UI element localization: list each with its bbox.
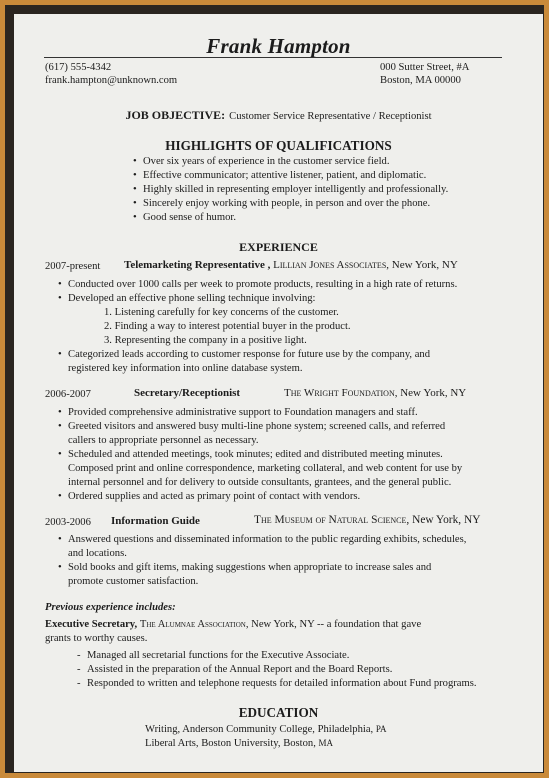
job1-bullets-after — [68, 348, 430, 362]
job1-continuation: registered key information into online database system. — [68, 363, 303, 374]
job3-org-line — [254, 514, 480, 526]
list-item: • Good sense of humor. — [143, 211, 448, 225]
education-line-2: Liberal Arts, Boston University, Boston, MA — [145, 738, 334, 749]
job1-org: Lillian Jones Associates, — [273, 259, 390, 271]
job1-bullets — [68, 278, 457, 306]
highlights-list — [143, 155, 448, 225]
job1-heading — [124, 259, 458, 271]
job3-title: Information Guide — [111, 515, 200, 527]
list-item: - Managed all secretarial functions for the Executive Associate. — [87, 649, 477, 663]
job1-steps — [104, 306, 351, 348]
list-item: internal personnel and for delivery to outside consultants, grantees, and the general public. — [68, 477, 452, 488]
resume-page — [14, 14, 543, 772]
job3-dates: 2003-2006 — [45, 517, 91, 528]
previous-desc-cont: grants to worthy causes. — [45, 633, 148, 644]
objective-label: JOB OBJECTIVE: — [125, 108, 226, 122]
list-item: Composed print and online correspondence, marketing collateral, and web content for use by — [68, 463, 463, 474]
previous-location: New York, NY — [251, 619, 315, 630]
experience-heading: EXPERIENCE — [239, 240, 318, 254]
list-item: - Assisted in the preparation of the Annual Report and the Board Reports. — [87, 663, 477, 677]
list-item: • Categorized leads according to customer response for future use by the company, and — [68, 348, 430, 362]
job2-org-line — [284, 387, 466, 399]
list-item: • Ordered supplies and acted as primary point of contact with vendors. — [58, 491, 361, 502]
job-objective — [14, 106, 543, 124]
job2-lines — [58, 406, 463, 504]
job2-dates: 2006-2007 — [45, 389, 91, 400]
job2-location: New York, NY — [400, 387, 467, 399]
list-item: and locations. — [68, 548, 127, 559]
objective-text: Customer Service Representative / Receptionist — [229, 111, 432, 122]
list-item: • Greeted visitors and answered busy multi-line phone system; screened calls, and referred — [58, 421, 446, 432]
highlights-heading: HIGHLIGHTS OF QUALIFICATIONS — [165, 138, 392, 153]
email-address: frank.hampton@unknown.com — [45, 75, 178, 86]
previous-items — [87, 649, 477, 691]
list-item: 2. Finding a way to interest potential buyer in the product. — [104, 321, 351, 332]
list-item: callers to appropriate personnel as necessary. — [68, 435, 259, 446]
list-item: • Conducted over 1000 calls per week to promote products, resulting in a high rate of returns. — [68, 278, 457, 292]
previous-experience-label: Previous experience includes: — [45, 602, 176, 613]
list-item: - Responded to written and telephone requests for detailed information about Fund programs. — [87, 677, 477, 691]
job3-lines — [58, 533, 467, 589]
job1-title: Telemarketing Representative , — [124, 259, 271, 271]
list-item: 3. Representing the company in a positive light. — [104, 335, 307, 346]
page-frame — [5, 5, 544, 773]
job3-org: The Museum of Natural Science, — [254, 514, 410, 526]
header-rule — [44, 57, 502, 58]
list-item: • Highly skilled in representing employer intelligently and professionally. — [143, 183, 448, 197]
job3-location: New York, NY — [412, 514, 481, 526]
previous-title: Executive Secretary, — [45, 619, 138, 630]
previous-role-line — [45, 618, 421, 632]
list-item: • Effective communicator; attentive listener, patient, and diplomatic. — [143, 169, 448, 183]
job1-location: New York, NY — [391, 259, 458, 271]
education-line-1: Writing, Anderson Community College, Philadelphia, PA — [145, 724, 387, 735]
list-item: • Over six years of experience in the customer service field. — [143, 155, 448, 169]
previous-org: The Alumnae Association, — [139, 619, 249, 630]
list-item: • Sincerely enjoy working with people, in person and over the phone. — [143, 197, 448, 211]
list-item: promote customer satisfaction. — [68, 576, 199, 587]
phone-number: (617) 555-4342 — [45, 62, 112, 73]
candidate-name: Frank Hampton — [206, 34, 351, 58]
job2-org: The Wright Foundation, — [284, 387, 398, 399]
job1-dates: 2007-present — [45, 261, 101, 272]
list-item: • Answered questions and disseminated information to the public regarding exhibits, schedules, — [58, 534, 467, 545]
job2-title: Secretary/Receptionist — [134, 387, 241, 399]
list-item: • Developed an effective phone selling technique involving: — [68, 292, 457, 306]
list-item: • Scheduled and attended meetings, took minutes; edited and distributed meeting minutes. — [58, 449, 443, 460]
list-item: • Provided comprehensive administrative support to Foundation managers and staff. — [58, 407, 418, 418]
previous-desc: -- a foundation that gave — [317, 619, 422, 630]
list-item: • Sold books and gift items, making suggestions when appropriate to increase sales and — [58, 562, 432, 573]
city-address: Boston, MA 00000 — [380, 75, 461, 86]
street-address: 000 Sutter Street, #A — [380, 62, 470, 73]
education-heading: EDUCATION — [238, 705, 319, 720]
list-item: 1. Listening carefully for key concerns of the customer. — [104, 307, 339, 318]
